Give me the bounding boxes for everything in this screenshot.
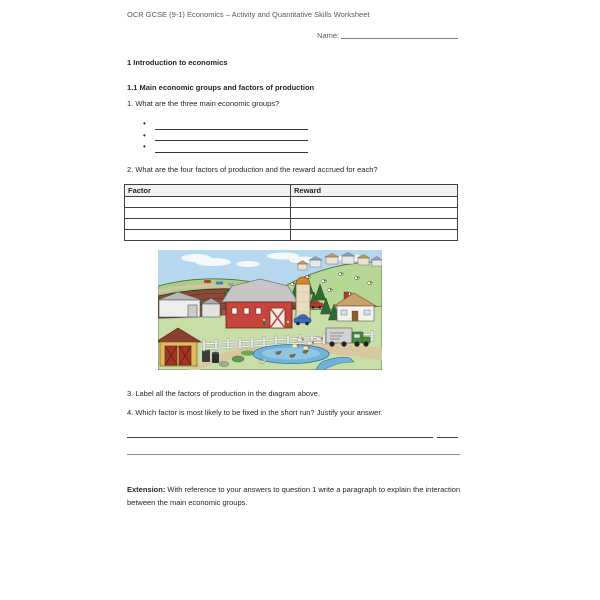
farm-scene-svg xyxy=(158,250,382,370)
extension-label: Extension: xyxy=(127,485,166,494)
name-label: Name: xyxy=(317,31,340,40)
factor-header-cell: Factor xyxy=(125,185,291,196)
name-blank-line[interactable] xyxy=(341,38,458,39)
answer-rule-line-2[interactable] xyxy=(127,454,460,455)
factor-cell[interactable] xyxy=(125,219,291,229)
reward-cell[interactable] xyxy=(291,208,457,218)
q1-bullet-row xyxy=(143,120,313,132)
question-1-text: 1. What are the three main economic groups? xyxy=(127,99,280,108)
answer-blank-line[interactable] xyxy=(155,129,308,130)
reward-header-cell: Reward xyxy=(294,186,322,195)
bullet-icon: • xyxy=(143,119,146,128)
section-heading: 1 Introduction to economics xyxy=(127,58,228,67)
bullet-icon: • xyxy=(143,142,146,151)
factor-cell[interactable] xyxy=(125,230,291,240)
question-4-text: 4. Which factor is most likely to be fixed in the short run? Justify your answer. xyxy=(127,408,383,417)
reward-cell[interactable] xyxy=(291,197,457,207)
table-empty-row xyxy=(125,229,457,240)
table-header-row xyxy=(125,185,457,196)
extension-paragraph xyxy=(127,484,475,509)
extension-text: With reference to your answers to question 1 write a paragraph to explain the interaction between the main economic groups. xyxy=(127,485,461,507)
farm-scene-illustration xyxy=(158,250,382,370)
question-3-text: 3. Label all the factors of production in the diagram above. xyxy=(127,389,321,398)
reward-cell[interactable] xyxy=(291,230,457,240)
answer-blank-line[interactable] xyxy=(155,152,308,153)
table-empty-row xyxy=(125,207,457,218)
factor-cell[interactable] xyxy=(125,197,291,207)
factor-cell[interactable] xyxy=(125,208,291,218)
q1-bullet-row xyxy=(143,143,313,155)
reward-cell[interactable] xyxy=(291,219,457,229)
subsection-heading: 1.1 Main economic groups and factors of production xyxy=(127,83,315,92)
answer-rule-line-1b[interactable] xyxy=(437,437,458,438)
answer-blank-line[interactable] xyxy=(155,140,308,141)
q1-bullet-list xyxy=(143,120,313,155)
table-empty-row xyxy=(125,218,457,229)
answer-rule-line-1[interactable] xyxy=(127,437,433,438)
question-2-text: 2. What are the four factors of production and the reward accrued for each? xyxy=(127,165,378,174)
bullet-icon: • xyxy=(143,130,146,140)
factors-table xyxy=(124,184,458,241)
q1-bullet-row xyxy=(143,132,313,144)
table-empty-row xyxy=(125,196,457,207)
page-header-title: OCR GCSE (9-1) Economics – Activity and Quantitative Skills Worksheet xyxy=(127,10,370,19)
